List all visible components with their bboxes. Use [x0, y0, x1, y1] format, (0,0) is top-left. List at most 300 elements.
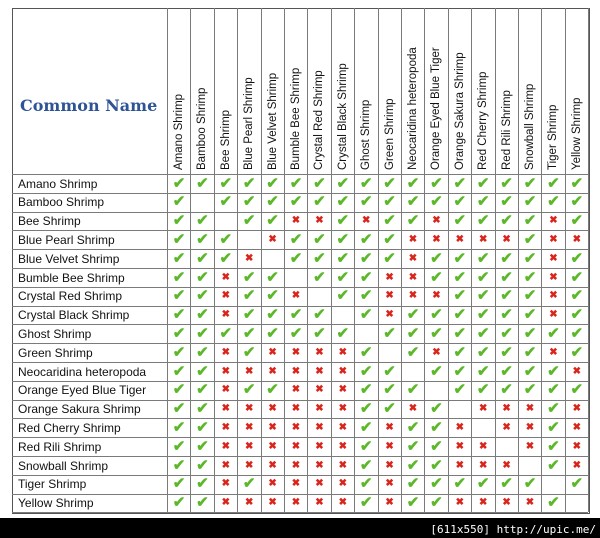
compatible-check-icon: ✔: [500, 381, 513, 399]
incompatible-cross-icon: ✖: [338, 478, 347, 490]
compatible-check-icon: ✔: [453, 381, 467, 399]
compatible-check-icon: ✔: [453, 249, 467, 267]
column-header: Red Rili Shrimp: [500, 90, 513, 170]
compatible-check-icon: ✔: [172, 362, 186, 380]
compatible-check-icon: ✔: [289, 193, 303, 211]
compatible-check-icon: ✔: [430, 400, 443, 418]
compatible-check-icon: ✔: [430, 437, 443, 455]
incompatible-cross-icon: ✖: [268, 459, 277, 471]
row-header: Blue Velvet Shrimp: [18, 251, 120, 266]
column-header: Snowball Shrimp: [524, 83, 536, 170]
incompatible-cross-icon: ✖: [291, 497, 301, 509]
compatible-check-icon: ✔: [453, 212, 467, 230]
compatible-check-icon: ✔: [196, 306, 209, 324]
compatible-check-icon: ✔: [547, 174, 560, 192]
compatible-check-icon: ✔: [476, 343, 490, 361]
row-header: Blue Pearl Shrimp: [18, 232, 115, 247]
incompatible-cross-icon: ✖: [525, 497, 535, 509]
compatible-check-icon: ✔: [383, 381, 396, 399]
incompatible-cross-icon: ✖: [221, 421, 230, 433]
compatible-check-icon: ✔: [359, 437, 373, 455]
incompatible-cross-icon: ✖: [385, 440, 394, 452]
incompatible-cross-icon: ✖: [291, 421, 301, 433]
compatible-check-icon: ✔: [219, 174, 233, 192]
row-header: Yellow Shrimp: [18, 496, 94, 511]
incompatible-cross-icon: ✖: [432, 233, 441, 245]
compatible-check-icon: ✔: [547, 193, 560, 211]
compatible-check-icon: ✔: [453, 475, 467, 493]
compatible-check-icon: ✔: [172, 475, 186, 493]
compatible-check-icon: ✔: [196, 400, 209, 418]
incompatible-cross-icon: ✖: [549, 290, 558, 302]
compatible-check-icon: ✔: [453, 306, 467, 324]
incompatible-cross-icon: ✖: [315, 346, 324, 358]
compatible-check-icon: ✔: [500, 287, 513, 305]
incompatible-cross-icon: ✖: [455, 459, 464, 471]
compatible-check-icon: ✔: [266, 212, 279, 230]
compatible-check-icon: ✔: [336, 230, 350, 248]
compatible-check-icon: ✔: [383, 362, 396, 380]
column-header: Red Cherry Shrimp: [477, 71, 490, 170]
compatible-check-icon: ✔: [196, 230, 209, 248]
compatible-check-icon: ✔: [242, 268, 256, 286]
compatible-check-icon: ✔: [172, 174, 186, 192]
compatible-check-icon: ✔: [500, 324, 513, 342]
compatible-check-icon: ✔: [500, 306, 513, 324]
incompatible-cross-icon: ✖: [385, 497, 394, 509]
compatible-check-icon: ✔: [172, 418, 186, 436]
compatible-check-icon: ✔: [172, 287, 186, 305]
column-header: Blue Pearl Shrimp: [243, 77, 256, 170]
row-header: Orange Eyed Blue Tiger: [18, 383, 147, 398]
compatible-check-icon: ✔: [359, 494, 373, 512]
compatible-check-icon: ✔: [242, 174, 256, 192]
compatible-check-icon: ✔: [500, 174, 513, 192]
compatible-check-icon: ✔: [242, 287, 256, 305]
incompatible-cross-icon: ✖: [268, 421, 277, 433]
compatible-check-icon: ✔: [196, 324, 209, 342]
incompatible-cross-icon: ✖: [315, 403, 324, 415]
column-header: Crystal Red Shrimp: [313, 70, 326, 170]
compatibility-table: [12, 8, 590, 513]
compatible-check-icon: ✔: [430, 494, 443, 512]
column-header: Yellow Shrimp: [570, 97, 583, 170]
incompatible-cross-icon: ✖: [315, 497, 324, 509]
compatible-check-icon: ✔: [359, 343, 373, 361]
compatible-check-icon: ✔: [570, 306, 584, 324]
incompatible-cross-icon: ✖: [338, 346, 347, 358]
incompatible-cross-icon: ✖: [221, 403, 230, 415]
compatible-check-icon: ✔: [172, 230, 186, 248]
compatible-check-icon: ✔: [523, 230, 537, 248]
compatible-check-icon: ✔: [430, 456, 443, 474]
compatible-check-icon: ✔: [383, 193, 396, 211]
compatible-check-icon: ✔: [523, 212, 537, 230]
compatible-check-icon: ✔: [547, 456, 560, 474]
compatible-check-icon: ✔: [289, 230, 303, 248]
compatible-check-icon: ✔: [570, 287, 584, 305]
compatible-check-icon: ✔: [242, 475, 256, 493]
compatible-check-icon: ✔: [476, 212, 490, 230]
compatible-check-icon: ✔: [453, 324, 467, 342]
column-header: Orange Eyed Blue Tiger: [430, 47, 443, 170]
compatible-check-icon: ✔: [523, 287, 537, 305]
incompatible-cross-icon: ✖: [268, 346, 277, 358]
incompatible-cross-icon: ✖: [478, 497, 488, 509]
column-header: Ghost Shrimp: [360, 99, 373, 170]
incompatible-cross-icon: ✖: [432, 215, 441, 227]
incompatible-cross-icon: ✖: [291, 346, 301, 358]
incompatible-cross-icon: ✖: [549, 215, 558, 227]
compatible-check-icon: ✔: [172, 193, 186, 211]
incompatible-cross-icon: ✖: [315, 384, 324, 396]
compatible-check-icon: ✔: [523, 343, 537, 361]
incompatible-cross-icon: ✖: [268, 497, 277, 509]
compatible-check-icon: ✔: [172, 324, 186, 342]
incompatible-cross-icon: ✖: [385, 421, 394, 433]
row-header: Neocaridina heteropoda: [18, 364, 147, 379]
row-header: Bumble Bee Shrimp: [18, 270, 125, 285]
compatible-check-icon: ✔: [196, 212, 209, 230]
incompatible-cross-icon: ✖: [385, 271, 394, 283]
compatible-check-icon: ✔: [500, 212, 513, 230]
incompatible-cross-icon: ✖: [221, 384, 230, 396]
compatible-check-icon: ✔: [476, 381, 490, 399]
incompatible-cross-icon: ✖: [549, 233, 558, 245]
compatible-check-icon: ✔: [570, 268, 584, 286]
compatible-check-icon: ✔: [406, 494, 420, 512]
compatible-check-icon: ✔: [430, 268, 443, 286]
compatible-check-icon: ✔: [289, 306, 303, 324]
incompatible-cross-icon: ✖: [291, 440, 301, 452]
row-header: Red Cherry Shrimp: [18, 420, 121, 435]
compatible-check-icon: ✔: [172, 306, 186, 324]
incompatible-cross-icon: ✖: [338, 365, 347, 377]
compatible-check-icon: ✔: [430, 249, 443, 267]
compatible-check-icon: ✔: [383, 400, 396, 418]
incompatible-cross-icon: ✖: [338, 421, 347, 433]
incompatible-cross-icon: ✖: [268, 233, 277, 245]
incompatible-cross-icon: ✖: [268, 365, 277, 377]
compatible-check-icon: ✔: [219, 324, 233, 342]
compatible-check-icon: ✔: [359, 456, 373, 474]
compatible-check-icon: ✔: [547, 381, 560, 399]
incompatible-cross-icon: ✖: [244, 459, 254, 471]
compatible-check-icon: ✔: [453, 174, 467, 192]
incompatible-cross-icon: ✖: [221, 440, 230, 452]
compatible-check-icon: ✔: [476, 193, 490, 211]
compatible-check-icon: ✔: [313, 249, 326, 267]
compatible-check-icon: ✔: [336, 287, 350, 305]
compatible-check-icon: ✔: [476, 475, 490, 493]
compatible-check-icon: ✔: [242, 324, 256, 342]
compatible-check-icon: ✔: [406, 437, 420, 455]
incompatible-cross-icon: ✖: [478, 403, 488, 415]
incompatible-cross-icon: ✖: [408, 290, 418, 302]
compatible-check-icon: ✔: [196, 268, 209, 286]
incompatible-cross-icon: ✖: [572, 421, 581, 433]
compatible-check-icon: ✔: [172, 456, 186, 474]
incompatible-cross-icon: ✖: [338, 459, 347, 471]
compatible-check-icon: ✔: [359, 306, 373, 324]
compatible-check-icon: ✔: [336, 249, 350, 267]
compatible-check-icon: ✔: [359, 193, 373, 211]
compatible-check-icon: ✔: [547, 324, 560, 342]
row-header: Snowball Shrimp: [18, 458, 109, 473]
compatible-check-icon: ✔: [453, 287, 467, 305]
incompatible-cross-icon: ✖: [291, 365, 301, 377]
incompatible-cross-icon: ✖: [244, 365, 254, 377]
compatible-check-icon: ✔: [406, 193, 420, 211]
compatible-check-icon: ✔: [266, 381, 279, 399]
incompatible-cross-icon: ✖: [572, 233, 581, 245]
compatible-check-icon: ✔: [336, 324, 350, 342]
compatible-check-icon: ✔: [196, 174, 209, 192]
incompatible-cross-icon: ✖: [502, 421, 511, 433]
row-header: Ghost Shrimp: [18, 326, 92, 341]
compatible-check-icon: ✔: [196, 381, 209, 399]
compatible-check-icon: ✔: [266, 268, 279, 286]
compatible-check-icon: ✔: [336, 193, 350, 211]
incompatible-cross-icon: ✖: [432, 346, 441, 358]
compatible-check-icon: ✔: [242, 212, 256, 230]
row-header: Orange Sakura Shrimp: [18, 402, 141, 417]
incompatible-cross-icon: ✖: [244, 440, 254, 452]
compatible-check-icon: ✔: [313, 324, 326, 342]
incompatible-cross-icon: ✖: [291, 459, 301, 471]
compatible-check-icon: ✔: [289, 324, 303, 342]
compatible-check-icon: ✔: [453, 362, 467, 380]
compatible-check-icon: ✔: [476, 306, 490, 324]
compatible-check-icon: ✔: [476, 362, 490, 380]
incompatible-cross-icon: ✖: [408, 252, 418, 264]
compatible-check-icon: ✔: [313, 193, 326, 211]
compatible-check-icon: ✔: [453, 343, 467, 361]
incompatible-cross-icon: ✖: [408, 233, 418, 245]
incompatible-cross-icon: ✖: [315, 459, 324, 471]
incompatible-cross-icon: ✖: [315, 421, 324, 433]
compatible-check-icon: ✔: [547, 494, 560, 512]
incompatible-cross-icon: ✖: [338, 440, 347, 452]
incompatible-cross-icon: ✖: [244, 421, 254, 433]
compatible-check-icon: ✔: [406, 324, 420, 342]
compatible-check-icon: ✔: [523, 475, 537, 493]
compatible-check-icon: ✔: [430, 324, 443, 342]
incompatible-cross-icon: ✖: [525, 421, 535, 433]
compatible-check-icon: ✔: [196, 456, 209, 474]
compatible-check-icon: ✔: [383, 212, 396, 230]
compatible-check-icon: ✔: [383, 249, 396, 267]
incompatible-cross-icon: ✖: [478, 233, 488, 245]
column-header: Tiger Shrimp: [547, 104, 560, 170]
incompatible-cross-icon: ✖: [221, 309, 230, 321]
incompatible-cross-icon: ✖: [525, 440, 535, 452]
compatible-check-icon: ✔: [219, 230, 233, 248]
incompatible-cross-icon: ✖: [549, 346, 558, 358]
incompatible-cross-icon: ✖: [268, 478, 277, 490]
compatible-check-icon: ✔: [196, 475, 209, 493]
compatible-check-icon: ✔: [359, 249, 373, 267]
compatible-check-icon: ✔: [430, 193, 443, 211]
compatible-check-icon: ✔: [453, 193, 467, 211]
compatible-check-icon: ✔: [336, 212, 350, 230]
incompatible-cross-icon: ✖: [221, 478, 230, 490]
incompatible-cross-icon: ✖: [455, 233, 464, 245]
grid-vline: [588, 8, 589, 512]
compatible-check-icon: ✔: [313, 230, 326, 248]
compatible-check-icon: ✔: [289, 174, 303, 192]
column-header: Bamboo Shrimp: [196, 87, 209, 170]
compatible-check-icon: ✔: [500, 475, 513, 493]
incompatible-cross-icon: ✖: [221, 271, 230, 283]
column-header: Bumble Bee Shrimp: [290, 67, 302, 170]
compatible-check-icon: ✔: [406, 456, 420, 474]
compatible-check-icon: ✔: [196, 418, 209, 436]
compatible-check-icon: ✔: [336, 174, 350, 192]
compatible-check-icon: ✔: [242, 343, 256, 361]
column-header: Crystal Black Shrimp: [336, 63, 349, 170]
compatible-check-icon: ✔: [500, 268, 513, 286]
incompatible-cross-icon: ✖: [572, 403, 581, 415]
compatible-check-icon: ✔: [313, 174, 326, 192]
compatible-check-icon: ✔: [266, 193, 279, 211]
compatible-check-icon: ✔: [266, 306, 279, 324]
compatible-check-icon: ✔: [523, 193, 537, 211]
incompatible-cross-icon: ✖: [502, 233, 511, 245]
incompatible-cross-icon: ✖: [478, 440, 488, 452]
compatible-check-icon: ✔: [570, 249, 584, 267]
compatible-check-icon: ✔: [406, 212, 420, 230]
compatible-check-icon: ✔: [500, 343, 513, 361]
incompatible-cross-icon: ✖: [268, 403, 277, 415]
compatible-check-icon: ✔: [359, 381, 373, 399]
incompatible-cross-icon: ✖: [385, 478, 394, 490]
grid-hline: [12, 512, 588, 513]
incompatible-cross-icon: ✖: [502, 459, 511, 471]
compatible-check-icon: ✔: [406, 306, 420, 324]
column-header: Bee Shrimp: [219, 109, 232, 170]
compatible-check-icon: ✔: [219, 249, 233, 267]
column-header: Amano Shrimp: [173, 93, 185, 170]
incompatible-cross-icon: ✖: [315, 365, 324, 377]
common-name-header: Common Name: [20, 96, 158, 115]
compatible-check-icon: ✔: [406, 475, 420, 493]
incompatible-cross-icon: ✖: [315, 440, 324, 452]
compatible-check-icon: ✔: [313, 268, 326, 286]
compatible-check-icon: ✔: [196, 362, 209, 380]
incompatible-cross-icon: ✖: [221, 365, 230, 377]
row-header: Bamboo Shrimp: [18, 195, 105, 210]
incompatible-cross-icon: ✖: [502, 403, 511, 415]
compatible-check-icon: ✔: [196, 437, 209, 455]
incompatible-cross-icon: ✖: [221, 497, 230, 509]
compatible-check-icon: ✔: [523, 306, 537, 324]
compatible-check-icon: ✔: [570, 475, 584, 493]
incompatible-cross-icon: ✖: [455, 497, 464, 509]
compatible-check-icon: ✔: [172, 381, 186, 399]
row-header: Amano Shrimp: [18, 176, 98, 191]
compatible-check-icon: ✔: [430, 475, 443, 493]
incompatible-cross-icon: ✖: [244, 497, 254, 509]
compatible-check-icon: ✔: [219, 193, 233, 211]
incompatible-cross-icon: ✖: [502, 497, 511, 509]
incompatible-cross-icon: ✖: [244, 403, 254, 415]
compatible-check-icon: ✔: [523, 381, 537, 399]
compatible-check-icon: ✔: [547, 400, 560, 418]
compatible-check-icon: ✔: [476, 249, 490, 267]
incompatible-cross-icon: ✖: [338, 384, 347, 396]
compatible-check-icon: ✔: [547, 418, 560, 436]
compatible-check-icon: ✔: [570, 381, 584, 399]
compatible-check-icon: ✔: [266, 324, 279, 342]
compatible-check-icon: ✔: [266, 174, 279, 192]
compatible-check-icon: ✔: [523, 249, 537, 267]
compatible-check-icon: ✔: [196, 249, 209, 267]
incompatible-cross-icon: ✖: [268, 440, 277, 452]
compatible-check-icon: ✔: [476, 287, 490, 305]
compatible-check-icon: ✔: [359, 475, 373, 493]
incompatible-cross-icon: ✖: [315, 215, 324, 227]
row-header: Tiger Shrimp: [18, 477, 87, 492]
compatible-check-icon: ✔: [406, 174, 420, 192]
compatible-check-icon: ✔: [500, 249, 513, 267]
column-header: Orange Sakura Shrimp: [453, 52, 466, 170]
footer-watermark: [611x550] http://upic.me/: [430, 523, 596, 536]
incompatible-cross-icon: ✖: [291, 384, 301, 396]
compatible-check-icon: ✔: [172, 212, 186, 230]
compatible-check-icon: ✔: [570, 343, 584, 361]
compatible-check-icon: ✔: [476, 324, 490, 342]
compatible-check-icon: ✔: [453, 268, 467, 286]
incompatible-cross-icon: ✖: [338, 497, 347, 509]
incompatible-cross-icon: ✖: [455, 440, 464, 452]
compatible-check-icon: ✔: [289, 249, 303, 267]
compatible-check-icon: ✔: [196, 287, 209, 305]
incompatible-cross-icon: ✖: [385, 309, 394, 321]
incompatible-cross-icon: ✖: [244, 252, 254, 264]
compatible-check-icon: ✔: [406, 418, 420, 436]
incompatible-cross-icon: ✖: [221, 346, 230, 358]
compatible-check-icon: ✔: [570, 193, 584, 211]
compatible-check-icon: ✔: [430, 306, 443, 324]
compatible-check-icon: ✔: [383, 324, 396, 342]
row-header: Bee Shrimp: [18, 214, 81, 229]
compatible-check-icon: ✔: [359, 362, 373, 380]
compatible-check-icon: ✔: [547, 437, 560, 455]
incompatible-cross-icon: ✖: [572, 440, 581, 452]
incompatible-cross-icon: ✖: [549, 252, 558, 264]
column-header: Green Shrimp: [383, 98, 396, 170]
compatible-check-icon: ✔: [523, 362, 537, 380]
compatible-check-icon: ✔: [570, 174, 584, 192]
compatible-check-icon: ✔: [359, 230, 373, 248]
compatible-check-icon: ✔: [313, 306, 326, 324]
compatible-check-icon: ✔: [476, 174, 490, 192]
incompatible-cross-icon: ✖: [572, 365, 581, 377]
incompatible-cross-icon: ✖: [291, 215, 301, 227]
compatible-check-icon: ✔: [359, 418, 373, 436]
compatible-check-icon: ✔: [406, 343, 420, 361]
compatible-check-icon: ✔: [476, 268, 490, 286]
incompatible-cross-icon: ✖: [549, 309, 558, 321]
compatible-check-icon: ✔: [570, 324, 584, 342]
compatible-check-icon: ✔: [172, 437, 186, 455]
compatible-check-icon: ✔: [430, 418, 443, 436]
incompatible-cross-icon: ✖: [338, 403, 347, 415]
compatible-check-icon: ✔: [523, 268, 537, 286]
incompatible-cross-icon: ✖: [291, 478, 301, 490]
compatible-check-icon: ✔: [406, 381, 420, 399]
